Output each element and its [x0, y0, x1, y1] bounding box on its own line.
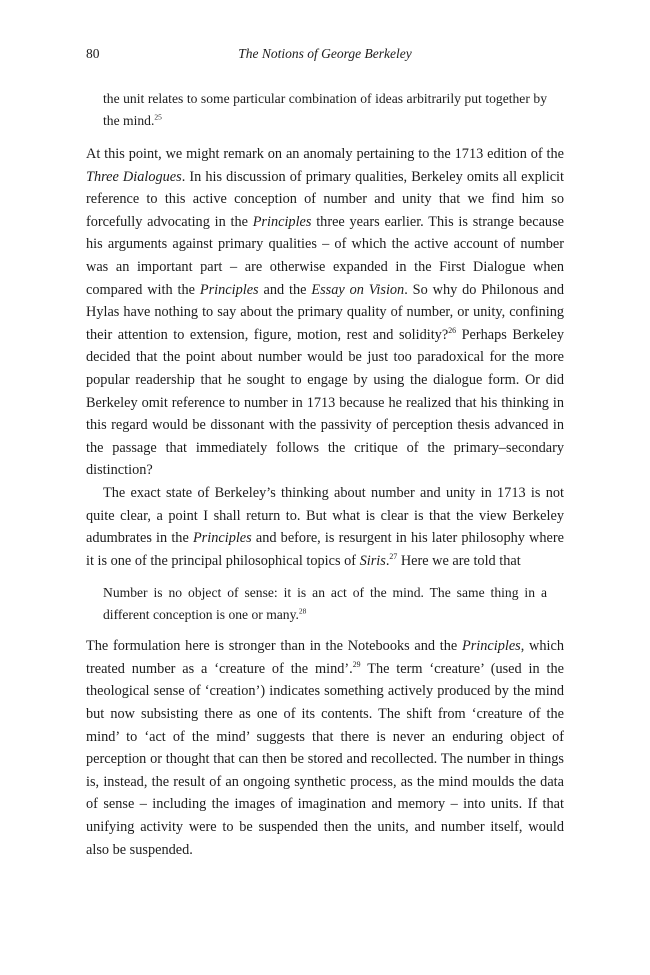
footnote-ref: 26 [448, 325, 457, 335]
paragraph: The formulation here is stronger than in the Notebooks and the Principles, which treated number as a ‘creature of the mind’.$^{29}$ The term ‘creature’ (used in the theological sense of ‘creation’) indicates something actively produced by the mind but now subsisting there as one of its contents. The shift from ‘creature of the mind’ to ‘act of the mind’ suggests that there is never an enduring object of perception or thought that can then be stored and recollected. The number in things is, instead, the result of an ongoing synthetic process, as the mind moulds the data of sense – including the images of imagination and memory – into units. If that unifying activity were to be suspended then the units, and number itself, would also be suspended. [86, 638, 564, 858]
footnote-ref: 29 [352, 660, 361, 670]
paragraph: At this point, we might remark on an anomaly pertaining to the 1713 edition of the Three Dialogues. In his discussion of primary qualities, Berkeley omits all explicit reference to this active conception of number and unity that we find him so forcefully advocating in the Principles three years earlier. This is strange because his arguments against primary qualities – of which the active account of number was an important part – are otherwise expanded in the First Dialogue when compared with the Principles and the Essay on Vision. So why do Philonous and Hylas have nothing to say about the primary quality of number, or unity, confining their attention to extension, figure, motion, rest and solidity?$^{26}$ Perhaps Berkeley decided that the point about number would be just too paradoxical for the more popular readership that he sought to engage by using the dialogue form. Or did Berkeley omit reference to number in 1713 because he realized that his thinking in this regard would be dissonant with the passivity of perception thesis advanced in the passage that immediately follows the critique of the primary–secondary distinction? [86, 146, 564, 479]
footnote-ref: 28 [298, 606, 307, 616]
block-quote: Number is no object of sense: it is an act of the mind. The same thing in a different conception is one or many.$^{28}$ [103, 585, 547, 622]
running-title: The Notions of George Berkeley [238, 46, 412, 61]
block-quote: the unit relates to some particular combination of ideas arbitrarily put together by the mind.$^{25}$ [103, 91, 547, 128]
footnote-ref: 27 [389, 551, 398, 561]
paragraph: The exact state of Berkeley’s thinking about number and unity in 1713 is not quite clear, a point I shall return to. But what is clear is that the view Berkeley adumbrates in the Principles and before, is resurgent in his later philosophy where it is one of the principal philosophical topics of Siris.$^{27}$ Here we are told that [86, 484, 564, 569]
page-number: 80 [86, 46, 100, 61]
footnote-ref: 25 [154, 111, 162, 121]
page-body [86, 88, 564, 861]
page-header [86, 46, 564, 66]
